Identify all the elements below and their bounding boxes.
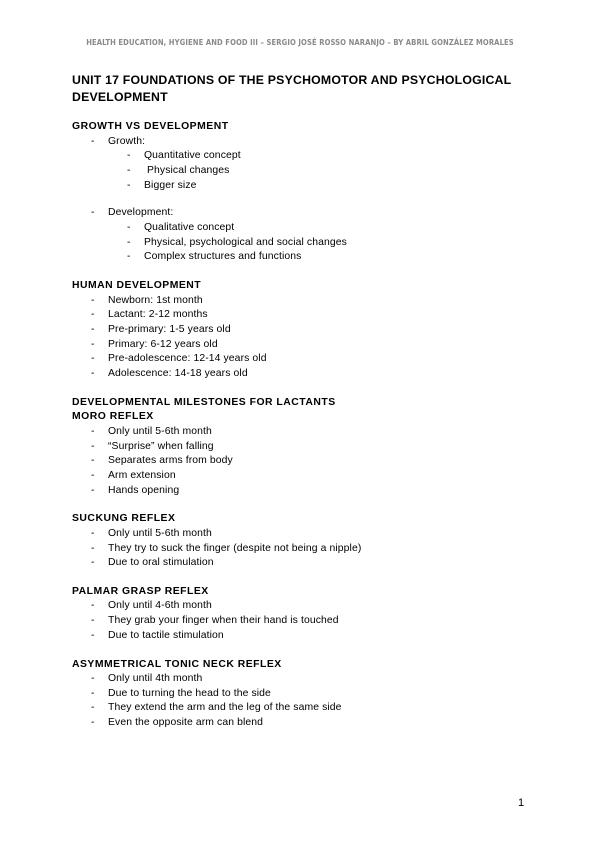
list-item: - Arm extension bbox=[91, 469, 176, 481]
list-item: - “Surprise” when falling bbox=[91, 440, 214, 452]
list-item: - Separates arms from body bbox=[91, 455, 233, 467]
document-body bbox=[72, 120, 542, 731]
tonic-reflex-list bbox=[72, 672, 542, 731]
list-item: - Quantitative concept bbox=[127, 150, 241, 162]
section-heading: HUMAN DEVELOPMENT bbox=[72, 280, 202, 292]
list-item: - Physical, psychological and social changes bbox=[127, 236, 347, 248]
moro-reflex-list bbox=[72, 425, 542, 499]
development-sublist bbox=[108, 221, 542, 265]
growth-sublist bbox=[108, 149, 542, 193]
section-sucking-reflex bbox=[72, 512, 542, 571]
list-item: - Growth: - Quantitative concept - Physical changes - Bigger size bbox=[72, 135, 542, 194]
section-heading: ASYMMETRICAL TONIC NECK REFLEX bbox=[72, 658, 282, 670]
list-item: - Pre-primary: 1-5 years old bbox=[91, 324, 231, 336]
list-item: - Primary: 6-12 years old bbox=[91, 338, 218, 350]
growth-list bbox=[72, 135, 542, 194]
human-development-list bbox=[72, 294, 542, 382]
list-item: - Only until 4th month bbox=[91, 673, 203, 685]
sucking-reflex-list bbox=[72, 527, 542, 571]
list-item: - Bigger size bbox=[127, 179, 197, 191]
section-human-development bbox=[72, 279, 542, 382]
list-item: - Even the opposite arm can blend bbox=[91, 717, 264, 729]
list-item: - Lactant: 2-12 months bbox=[91, 309, 208, 321]
list-item: - Development: - Qualitative concept - Physical, psychological and social changes - Complex structures and functions bbox=[72, 206, 542, 265]
list-item: - Physical changes bbox=[127, 164, 230, 176]
development-list bbox=[72, 206, 542, 265]
unit-title: UNIT 17 FOUNDATIONS OF THE PSYCHOMOTOR AND PSYCHOLOGICAL DEVELOPMENT bbox=[72, 73, 512, 104]
section-palmar-grasp-reflex bbox=[72, 585, 542, 644]
list-item: - Hands opening bbox=[91, 484, 180, 496]
list-item: - Complex structures and functions bbox=[127, 251, 302, 263]
section-developmental-milestones bbox=[72, 396, 542, 499]
running-header: HEALTH EDUCATION, HYGIENE AND FOOD III – SERGIO JOSÉ ROSSO NARANJO – BY ABRIL GONZÁLEZ MORALES bbox=[86, 38, 514, 47]
list-item: - Newborn: 1st month bbox=[91, 294, 203, 306]
list-item: - Due to tactile stimulation bbox=[91, 629, 224, 641]
list-item: - Due to oral stimulation bbox=[91, 557, 214, 569]
list-item: - They extend the arm and the leg of the same side bbox=[91, 702, 342, 714]
list-item: - Only until 5-6th month bbox=[91, 425, 212, 437]
list-item: - Adolescence: 14-18 years old bbox=[91, 368, 248, 380]
page-number: 1 bbox=[518, 797, 525, 809]
list-item: - They grab your finger when their hand is touched bbox=[91, 615, 339, 627]
section-heading: PALMAR GRASP REFLEX bbox=[72, 585, 209, 597]
section-heading: SUCKUNG REFLEX bbox=[72, 513, 176, 525]
section-heading: GROWTH VS DEVELOPMENT bbox=[72, 121, 229, 132]
section-heading: DEVELOPMENTAL MILESTONES FOR LACTANTS bbox=[72, 396, 336, 408]
list-item: - Only until 4-6th month bbox=[91, 600, 212, 612]
list-item: - Pre-adolescence: 12-14 years old bbox=[91, 353, 267, 365]
list-item: - They try to suck the finger (despite not being a nipple) bbox=[91, 542, 362, 554]
list-item: - Only until 5-6th month bbox=[91, 527, 212, 539]
list-item: - Qualitative concept bbox=[127, 222, 235, 234]
subsection-heading: MORO REFLEX bbox=[72, 411, 154, 423]
palmar-reflex-list bbox=[72, 599, 542, 643]
list-item: - Due to turning the head to the side bbox=[91, 687, 271, 699]
section-asymmetrical-tonic-neck-reflex bbox=[72, 658, 542, 731]
section-growth-vs-development bbox=[72, 120, 542, 265]
